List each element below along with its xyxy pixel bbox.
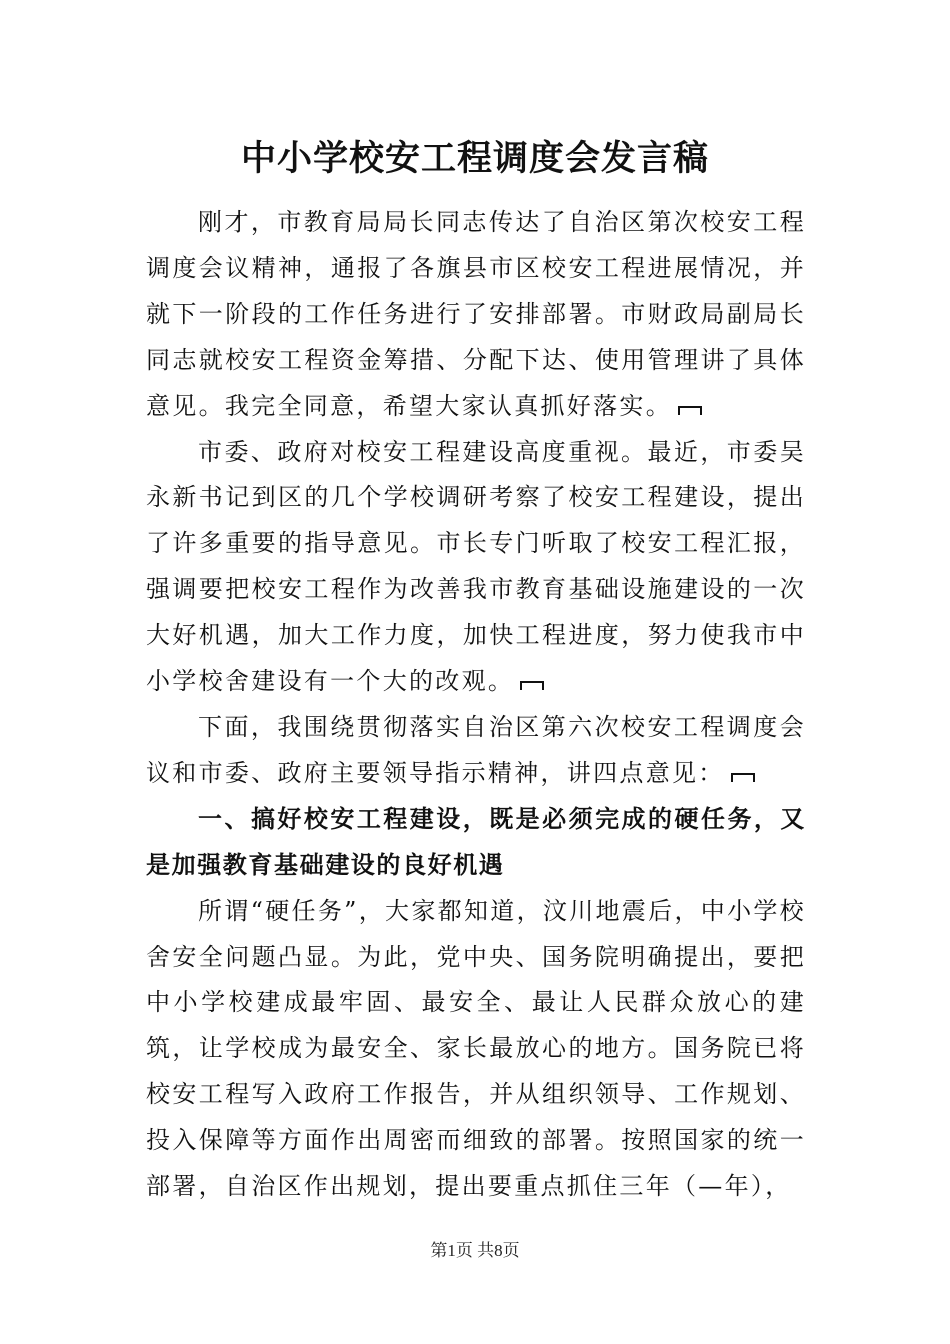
- paragraph-3-text: 下面，我围绕贯彻落实自治区第六次校安工程调度会议和市委、政府主要领导指示精神，讲四点意见：: [146, 712, 806, 787]
- paragraph-end-mark-icon: [520, 679, 544, 691]
- paragraph-1: [146, 200, 806, 430]
- document-title: 中小学校安工程调度会发言稿: [240, 138, 709, 179]
- document-body: [146, 200, 806, 1210]
- paragraph-2: [146, 430, 806, 705]
- paragraph-end-mark-icon: [731, 771, 755, 783]
- page-number-footer: 第1页 共8页: [430, 1241, 520, 1260]
- paragraph-3: [146, 705, 806, 797]
- section-heading-1: 一、搞好校安工程建设，既是必须完成的硬任务，又是加强教育基础建设的良好机遇: [146, 804, 806, 879]
- paragraph-1-text: 刚才，市教育局局长同志传达了自治区第次校安工程调度会议精神，通报了各旗县市区校安工程进展情况，并就下一阶段的工作任务进行了安排部署。市财政局副局长同志就校安工程资金筹措、分配下达、使用管理讲了具体意见。我完全同意，希望大家认真抓好落实。: [146, 208, 806, 420]
- section-1-paragraph: 所谓“硬任务”，大家都知道，汶川地震后，中小学校舍安全问题凸显。为此，党中央、国务院明确提出，要把中小学校建成最牢固、最安全、最让人民群众放心的建筑，让学校成为最安全、家长最放心的地方。国务院已将校安工程写入政府工作报告，并从组织领导、工作规划、投入保障等方面作出周密而细致的部署。按照国家的统一部署，自治区作出规划，提出要重点抓住三年（—年），: [146, 896, 806, 1201]
- paragraph-end-mark-icon: [678, 404, 702, 416]
- paragraph-2-text: 市委、政府对校安工程建设高度重视。最近，市委吴永新书记到区的几个学校调研考察了校安工程建设，提出了许多重要的指导意见。市长专门听取了校安工程汇报，强调要把校安工程作为改善我市教育基础设施建设的一次大好机遇，加大工作力度，加快工程进度，努力使我市中小学校舍建设有一个大的改观。: [146, 437, 806, 696]
